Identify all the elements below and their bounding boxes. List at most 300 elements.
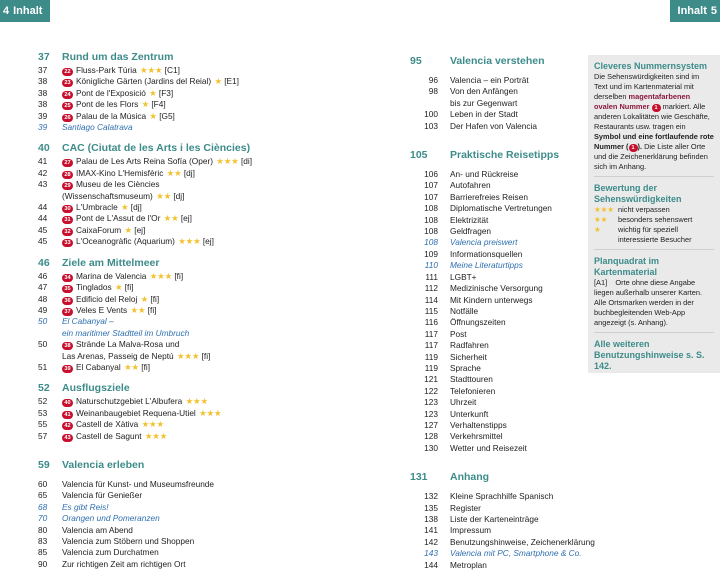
entry-text-wrap — [450, 443, 575, 454]
page-number: 108 — [424, 226, 438, 237]
entry-text: Tinglados — [76, 282, 112, 293]
left-page-tab — [0, 0, 50, 22]
toc-entry[interactable] — [410, 203, 575, 214]
toc-entry[interactable] — [410, 431, 575, 442]
map-grid-ref: [ej] — [202, 236, 214, 247]
toc-entry[interactable] — [38, 282, 368, 293]
entry-text-wrap — [450, 215, 575, 226]
page-number: 59 — [38, 458, 50, 471]
section-title: Anhang — [450, 471, 490, 484]
section-heading[interactable] — [38, 141, 368, 155]
toc-entry[interactable] — [38, 536, 368, 547]
toc-entry[interactable] — [38, 351, 368, 362]
entry-text: Stadttouren — [450, 374, 493, 385]
entry-text-wrap — [62, 431, 368, 442]
page-number: 38 — [38, 87, 48, 98]
divider — [594, 176, 714, 177]
sight-marker-icon: 28 — [62, 171, 73, 179]
map-grid-ref: [ej] — [134, 224, 146, 235]
toc-entry[interactable] — [410, 560, 575, 571]
entry-text: CaixaForum — [76, 224, 122, 235]
page-number: 50 — [38, 316, 48, 327]
toc-entry[interactable] — [38, 179, 368, 190]
page-number: 47 — [38, 282, 48, 293]
bottom-note: Alle weiteren Benutzungshinweise s. S. 142. — [594, 339, 705, 371]
page-number — [38, 351, 62, 362]
entry-text-wrap — [450, 560, 575, 571]
entry-text-wrap — [450, 317, 575, 328]
page-number: 111 — [425, 271, 438, 282]
section-heading[interactable] — [410, 470, 575, 484]
toc-entry[interactable] — [410, 169, 575, 180]
entry-text-wrap — [62, 271, 368, 282]
entry-text: Santiago Calatrava — [62, 122, 133, 133]
entry-text: Sicherheit — [450, 351, 487, 362]
star-rating-icon: ★★★ — [141, 419, 164, 430]
page-number: 142 — [424, 536, 438, 547]
page-number: 143 — [424, 548, 438, 559]
entry-text-wrap — [450, 109, 575, 120]
section-heading[interactable] — [410, 148, 575, 162]
entry-text: Pont de l'Exposició — [76, 87, 146, 98]
toc-entry[interactable] — [38, 490, 368, 501]
entry-text: Der Hafen von Valencia — [450, 120, 538, 131]
spacer — [38, 133, 368, 139]
toc-entry[interactable] — [410, 226, 575, 237]
toc-entry[interactable] — [410, 86, 575, 97]
sight-marker-icon: 41 — [62, 411, 73, 419]
plan-title: Planquadrat im Kartenmaterial — [594, 256, 660, 277]
page-number: 39 — [38, 122, 48, 133]
toc-entry[interactable] — [410, 340, 575, 351]
toc-entry[interactable] — [38, 202, 368, 213]
toc-entry[interactable] — [410, 329, 575, 340]
page-number: 135 — [424, 502, 438, 513]
toc-right-column — [410, 48, 595, 571]
toc-entry[interactable] — [38, 168, 368, 179]
toc-entry[interactable] — [38, 479, 368, 490]
page-number: 83 — [38, 536, 48, 546]
legend-sidebar — [588, 55, 720, 373]
toc-entry[interactable] — [410, 420, 575, 431]
right-page-tab — [670, 0, 720, 22]
toc-entry[interactable] — [410, 514, 575, 525]
entry-text: El Cabanyal — [76, 361, 121, 372]
entry-text: Impressum — [450, 525, 492, 536]
page-number: 141 — [424, 525, 438, 536]
toc-entry[interactable] — [410, 363, 575, 374]
page-number: 60 — [38, 478, 48, 489]
entry-text-wrap — [62, 525, 368, 536]
page-number: 37 — [38, 51, 50, 63]
section-title: Ausflugsziele — [62, 382, 130, 395]
entry-text-wrap — [62, 122, 368, 133]
sidebar-intro-a: Die Sehenswürdigkeiten sind im Text und im Kartenmaterial mit derselben — [594, 72, 700, 101]
page-number: 90 — [38, 558, 48, 569]
entry-text-wrap — [62, 179, 368, 190]
toc-entry[interactable] — [38, 339, 368, 350]
toc-entry[interactable] — [38, 396, 368, 407]
entry-text-wrap — [62, 191, 368, 202]
page-number: 40 — [38, 142, 50, 155]
entry-text-wrap — [450, 98, 575, 109]
entry-text: (Wissenschaftsmuseum) — [62, 190, 153, 201]
entry-text-wrap — [62, 339, 368, 350]
map-grid-ref: [ej] — [180, 213, 192, 224]
entry-text: Castell de Sagunt — [76, 430, 142, 441]
entry-text: Veles E Vents — [76, 304, 128, 315]
sight-marker-icon: 36 — [62, 297, 73, 305]
entry-text: Weinanbaugebiet Requena-Utiel — [76, 407, 196, 418]
spacer — [38, 248, 368, 254]
entry-text: Fluss-Park Túria — [76, 65, 137, 75]
entry-text: Öffnungszeiten — [450, 317, 506, 328]
section-title: Ziele am Mittelmeer — [62, 256, 160, 269]
entry-text-wrap — [62, 202, 368, 213]
entry-text-wrap — [450, 537, 595, 548]
entry-text: bis zur Gegenwart — [450, 97, 518, 108]
entry-text-wrap — [62, 351, 368, 362]
page-number: 52 — [38, 382, 50, 395]
entry-text: Valencia – ein Porträt — [450, 75, 529, 85]
sight-marker-icon: 31 — [62, 216, 73, 224]
entry-text: An- und Rückreise — [450, 169, 519, 180]
spacer — [38, 442, 368, 452]
plan-text-a: Orte ohne diese Angabe liegen außerhalb unserer Karten. — [594, 278, 703, 297]
star-rating-icon: ★ — [121, 202, 129, 213]
rating-desc: besonders sehenswert — [618, 215, 693, 224]
page-number: 115 — [424, 305, 438, 316]
toc-entry[interactable] — [410, 215, 575, 226]
toc-entry[interactable] — [410, 192, 575, 203]
star-rating-icon: ★★★ — [594, 205, 614, 214]
entry-text-wrap — [450, 283, 575, 294]
entry-text-wrap — [62, 156, 368, 167]
entry-text-wrap — [62, 547, 368, 558]
entry-text: Sprache — [450, 362, 481, 373]
sight-marker-icon: 33 — [62, 239, 73, 247]
page-number: 119 — [424, 362, 438, 373]
section-heading[interactable] — [38, 381, 368, 395]
entry-text: Orangen und Pomeranzen — [62, 513, 160, 524]
toc-entry[interactable] — [38, 65, 368, 76]
entry-text: Pont de les Flors — [76, 99, 139, 110]
entry-text-wrap — [62, 225, 368, 236]
page-number: 96 — [428, 75, 438, 85]
entry-text: Von den Anfängen — [450, 86, 518, 97]
page-number: 112 — [424, 283, 438, 294]
page-number: 128 — [424, 431, 438, 442]
toc-entry[interactable] — [410, 121, 575, 132]
feature-entry[interactable] — [38, 502, 368, 513]
sidebar-intro-b: markiert. Alle anderen Lokalitäten wie Geschäfte, Restaurants usw. tragen ein — [594, 102, 710, 131]
entry-text-wrap — [450, 203, 575, 214]
toc-entry[interactable] — [410, 491, 575, 502]
entry-text: Mit Kindern unterwegs — [450, 294, 533, 305]
feature-entry[interactable] — [38, 316, 368, 327]
entry-text-wrap — [450, 420, 575, 431]
entry-text: Las Arenas, Passeig de Neptú — [62, 350, 174, 361]
toc-entry[interactable] — [38, 559, 368, 570]
page-number: 127 — [424, 419, 438, 430]
toc-entry[interactable] — [38, 362, 368, 373]
map-grid-ref: [dj] — [183, 167, 195, 178]
entry-text: Liste der Karteneinträge — [450, 514, 539, 524]
entry-text-wrap — [62, 76, 368, 87]
page-number: 108 — [424, 203, 438, 214]
toc-entry[interactable] — [410, 75, 575, 86]
map-grid-ref: [di] — [240, 156, 253, 167]
entry-text-wrap — [450, 86, 575, 97]
page-number: 123 — [424, 408, 438, 419]
toc-entry[interactable] — [410, 109, 575, 120]
map-grid-ref: [fi] — [124, 282, 134, 293]
entry-text-wrap — [62, 316, 368, 327]
entry-text-wrap — [450, 491, 575, 502]
toc-entry[interactable] — [410, 536, 595, 548]
entry-text: Autofahren — [450, 180, 491, 191]
rating-row — [594, 205, 714, 215]
feature-entry[interactable] — [38, 513, 368, 524]
entry-text: Strände La Malva-Rosa und — [76, 339, 180, 350]
toc-entry[interactable] — [38, 305, 368, 316]
toc-entry[interactable] — [410, 306, 575, 317]
page-number: 106 — [424, 169, 438, 180]
entry-text-wrap — [450, 340, 575, 351]
star-rating-icon: ★★★ — [144, 430, 168, 441]
page-number: 117 — [424, 340, 438, 351]
entry-text: Naturschutzgebiet L'Albufera — [76, 396, 183, 407]
entry-text: Post — [450, 328, 467, 339]
star-rating-icon: ★★★ — [178, 236, 201, 247]
entry-text: Palau de la Música — [76, 110, 147, 121]
star-rating-icon: ★ — [140, 293, 149, 304]
page-number: 50 — [38, 339, 48, 350]
page-number: 116 — [424, 317, 438, 328]
toc-entry[interactable] — [410, 503, 575, 514]
entry-text: Castell de Xàtiva — [76, 419, 139, 430]
entry-text: Radfahren — [450, 340, 489, 351]
entry-text-wrap — [62, 305, 368, 316]
sight-marker-icon: 38 — [62, 342, 73, 350]
map-grid-ref: [dj] — [173, 190, 185, 201]
entry-text: L'Umbracle — [76, 202, 118, 213]
star-rating-icon: ★ — [124, 224, 132, 235]
page-number: 107 — [424, 180, 438, 191]
entry-text-wrap — [62, 88, 368, 99]
entry-text: Uhrzeit — [450, 397, 477, 408]
page-number: 41 — [38, 156, 48, 167]
page-number: 144 — [424, 559, 438, 570]
star-rating-icon: ★ — [149, 110, 157, 121]
star-rating-icon: ★★★ — [216, 156, 239, 167]
entry-text: Valencia am Abend — [62, 524, 133, 535]
feature-entry[interactable] — [410, 260, 575, 271]
page-number — [38, 191, 62, 202]
star-rating-icon: ★ — [114, 282, 123, 293]
toc-entry[interactable] — [38, 99, 368, 110]
rating-title: Bewertung der Sehenswürdigkeiten — [594, 183, 682, 204]
page-number: 44 — [38, 213, 48, 224]
toc-entry[interactable] — [410, 249, 575, 260]
entry-text-wrap — [62, 536, 368, 547]
star-rating-icon: ★★ — [594, 215, 608, 224]
feature-entry[interactable] — [38, 328, 368, 339]
page-number: 98 — [428, 86, 438, 97]
sight-marker-icon: 32 — [62, 228, 73, 236]
rating-desc: nicht verpassen — [618, 205, 670, 214]
star-rating-icon: ★ — [594, 225, 601, 234]
entry-text: Zur richtigen Zeit am richtigen Ort — [62, 558, 186, 569]
star-rating-icon: ★★★ — [185, 396, 208, 407]
toc-entry[interactable] — [410, 295, 575, 306]
entry-text: Telefonieren — [450, 385, 496, 396]
entry-text: Valencia preiswert — [450, 237, 518, 248]
page-number: 122 — [424, 385, 438, 396]
toc-entry[interactable] — [410, 98, 575, 109]
map-grid-ref: [fi] — [174, 270, 184, 281]
toc-entry[interactable] — [410, 443, 575, 454]
section-heading[interactable] — [38, 50, 368, 64]
toc-entry[interactable] — [38, 294, 368, 305]
toc-entry[interactable] — [38, 431, 368, 442]
feature-entry[interactable] — [38, 122, 368, 133]
feature-entry[interactable] — [410, 237, 575, 248]
toc-entry[interactable] — [38, 225, 368, 236]
toc-entry[interactable] — [410, 374, 575, 385]
toc-entry[interactable] — [38, 271, 368, 282]
entry-text-wrap — [450, 295, 575, 306]
page-number: 109 — [424, 248, 438, 259]
entry-text-wrap — [62, 294, 368, 305]
page-number: 52 — [38, 396, 48, 407]
entry-text-wrap — [450, 249, 575, 260]
section-heading[interactable] — [410, 54, 575, 68]
section-title: CAC (Ciutat de les Arts i les Ciències) — [62, 142, 251, 155]
toc-entry[interactable] — [410, 180, 575, 191]
page-number: 57 — [38, 430, 48, 441]
star-rating-icon: ★ — [149, 87, 157, 98]
entry-text-wrap — [450, 409, 575, 420]
section-title: Valencia erleben — [62, 458, 145, 471]
toc-entry[interactable] — [410, 317, 575, 328]
sidebar-title: Cleveres Nummernsystem — [594, 61, 708, 71]
entry-text-wrap — [450, 329, 575, 340]
entry-text: Meine Literaturtipps — [450, 260, 523, 271]
sight-marker-icon: 37 — [62, 308, 73, 316]
map-grid-ref: [F4] — [151, 99, 166, 110]
sight-marker-icon: 39 — [62, 365, 73, 373]
page-number: 55 — [38, 419, 48, 430]
toc-entry[interactable] — [410, 525, 575, 536]
entry-text: Valencia mit PC, Smartphone & Co. — [450, 548, 582, 559]
star-rating-icon: ★★ — [124, 361, 139, 372]
entry-text-wrap — [450, 363, 575, 374]
page-number: 37 — [38, 65, 48, 75]
entry-text-wrap — [450, 169, 575, 180]
page-number: 38 — [38, 76, 48, 87]
toc-entry[interactable] — [410, 397, 575, 408]
page-number: 42 — [38, 167, 48, 178]
entry-text: Es gibt Reis! — [62, 501, 109, 512]
sidebar-intro — [594, 72, 714, 172]
toc-entry[interactable] — [38, 236, 368, 247]
toc-entry[interactable] — [38, 525, 368, 536]
plan-text — [594, 278, 714, 328]
toc-entry[interactable] — [38, 111, 368, 122]
entry-text: LGBT+ — [450, 271, 477, 282]
toc-entry[interactable] — [38, 408, 368, 419]
map-grid-ref: [G5] — [159, 110, 175, 121]
page-number: 95 — [410, 55, 422, 67]
entry-text-wrap — [62, 236, 368, 247]
entry-text: Museu de les Ciències — [76, 179, 160, 190]
entry-text-wrap — [62, 396, 368, 407]
page-number: 103 — [424, 120, 438, 131]
section-title: Praktische Reisetipps — [450, 149, 560, 162]
toc-entry[interactable] — [410, 272, 575, 283]
sight-marker-icon: 27 — [62, 159, 73, 167]
star-rating-icon: ★★ — [163, 213, 179, 224]
page-number: 46 — [38, 256, 50, 269]
entry-text-wrap — [450, 397, 575, 408]
entry-text: Informationsquellen — [450, 248, 523, 259]
section-title: Rund um das Zentrum — [62, 51, 174, 63]
star-rating-icon: ★★ — [130, 304, 146, 315]
toc-entry[interactable] — [410, 352, 575, 363]
sidebar-intro-bold2: Symbol und eine fortlaufende rote Nummer ( — [594, 132, 714, 151]
entry-text: Elektrizität — [450, 214, 489, 225]
entry-text-wrap — [450, 548, 582, 559]
toc-entry[interactable] — [38, 76, 368, 87]
section-heading[interactable] — [38, 256, 368, 270]
entry-text: Verhaltenstipps — [450, 419, 507, 430]
feature-entry[interactable] — [410, 548, 582, 559]
page-number: 110 — [424, 260, 438, 271]
toc-entry[interactable] — [410, 409, 575, 420]
divider — [594, 249, 714, 250]
star-rating-icon: ★★★ — [140, 65, 163, 75]
toc-entry[interactable] — [38, 88, 368, 99]
toc-entry[interactable] — [410, 386, 575, 397]
rating-row — [594, 215, 714, 225]
toc-entry[interactable] — [38, 156, 368, 167]
page-number: 121 — [424, 374, 438, 385]
entry-text: Valencia für Kunst- und Museumsfreunde — [62, 478, 215, 489]
toc-entry[interactable] — [410, 283, 575, 294]
page-number: 123 — [424, 397, 438, 408]
entry-text-wrap — [62, 99, 368, 110]
entry-text-wrap — [450, 75, 575, 86]
entry-text: Königliche Gärten (Jardins del Reial) — [76, 76, 212, 87]
section-heading[interactable] — [38, 458, 368, 472]
red-number-icon: 1 — [629, 144, 638, 152]
sidebar-intro-bold2-end: ). — [637, 142, 643, 151]
sight-marker-icon: 43 — [62, 434, 73, 442]
sight-marker-icon: 30 — [62, 205, 73, 213]
page-number: 45 — [38, 236, 48, 247]
map-grid-ref: [dj] — [130, 202, 142, 213]
spacer — [410, 132, 575, 142]
toc-entry[interactable] — [38, 213, 368, 224]
entry-text: Medizinische Versorgung — [450, 283, 543, 294]
toc-entry[interactable] — [38, 547, 368, 558]
entry-text: L'Oceanogràfic (Aquarium) — [76, 236, 175, 247]
entry-text-wrap — [62, 328, 368, 339]
toc-entry[interactable] — [38, 191, 368, 202]
toc-entry[interactable] — [38, 419, 368, 430]
page-number: 51 — [38, 361, 48, 372]
